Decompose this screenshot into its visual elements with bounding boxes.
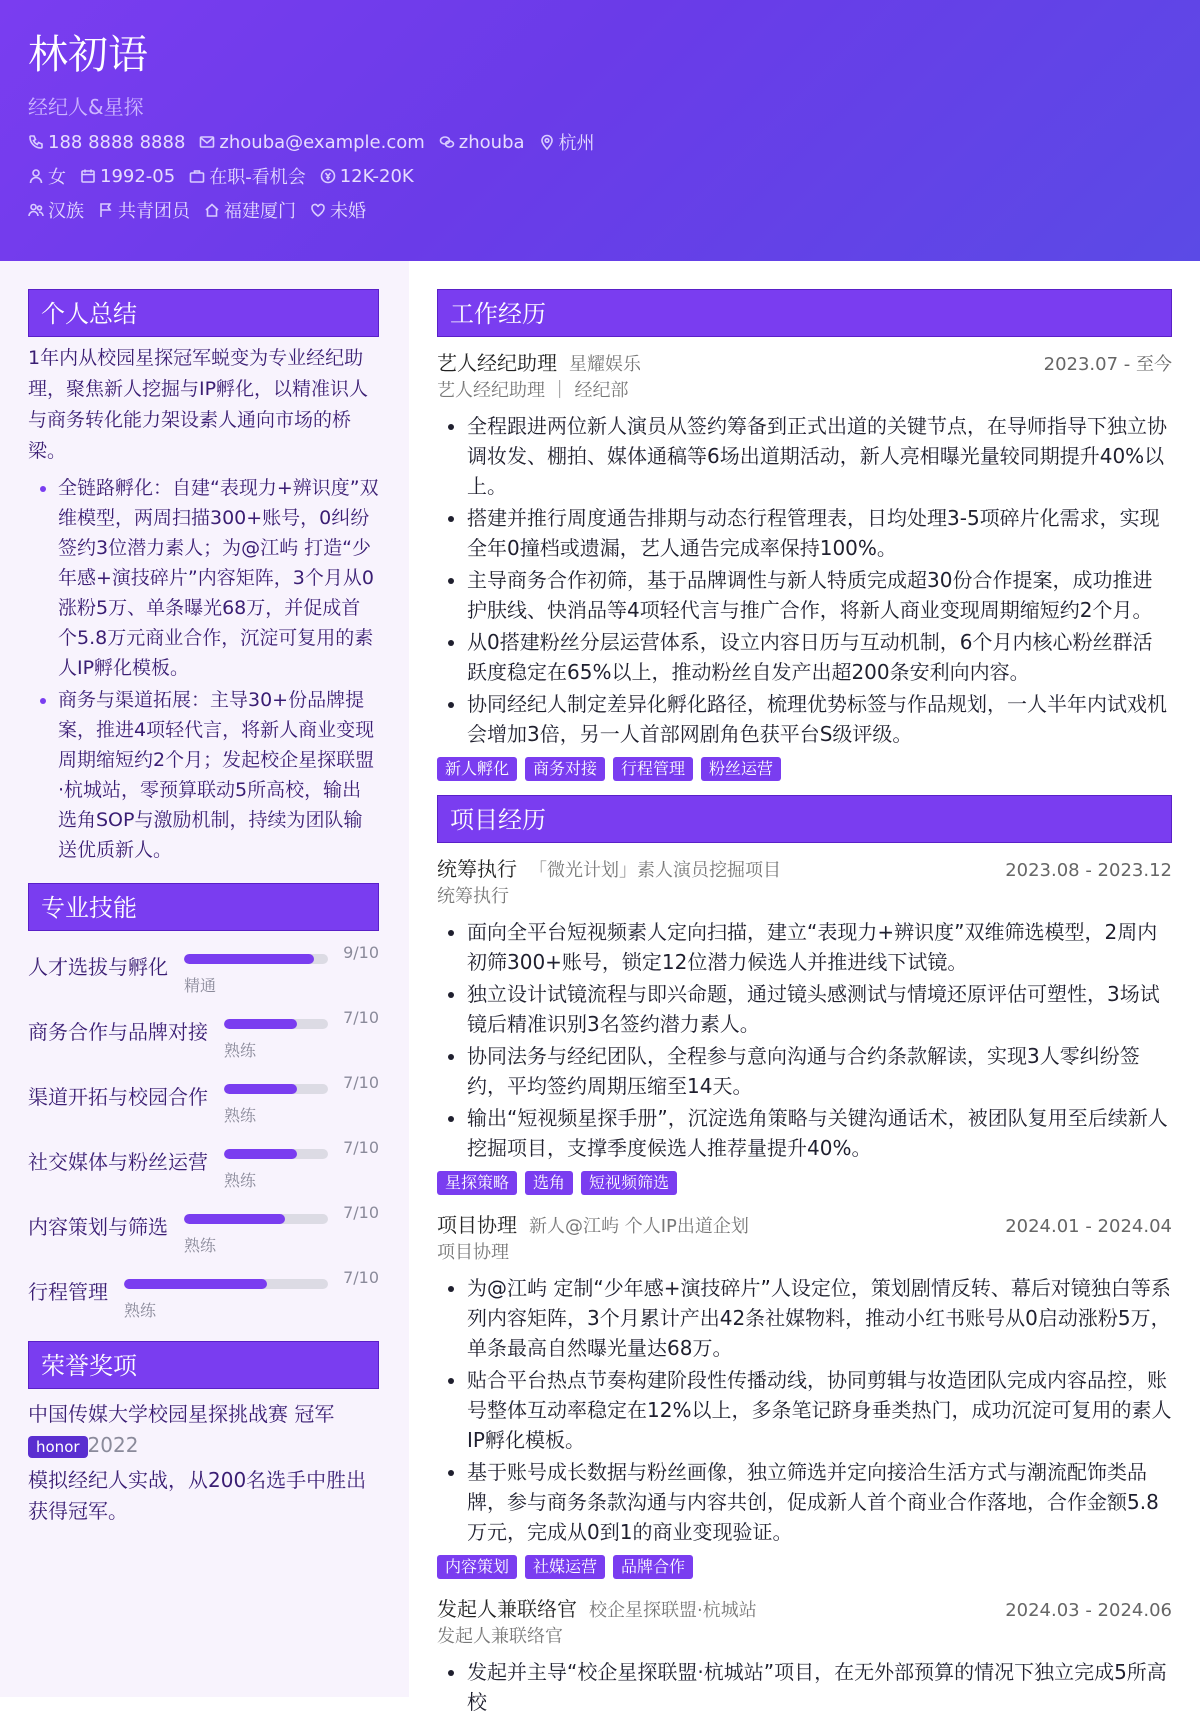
skill-level: 熟练 [184, 1236, 217, 1255]
skill-tag: 商务对接 [525, 757, 605, 781]
honors-list [28, 1399, 379, 1527]
skill-progress-bar [224, 1084, 328, 1094]
skill-level: 熟练 [224, 1171, 257, 1190]
skill-score: 7/10 [343, 1203, 379, 1222]
entry-header [437, 853, 1172, 883]
entry-title-group [437, 347, 641, 376]
entry-subtitle: 发起人兼联络官 [437, 1626, 563, 1647]
honor-name: 中国传媒大学校园星探挑战赛 冠军 [28, 1402, 335, 1426]
skill-tag: 行程管理 [613, 757, 693, 781]
skill-item [28, 1067, 379, 1132]
projects-section-title: 项目经历 [437, 795, 1172, 843]
entry-organization: 星耀娱乐 [569, 354, 641, 375]
skill-score: 7/10 [343, 1138, 379, 1157]
entry-organization: 校企星探联盟·杭城站 [589, 1600, 757, 1621]
entry-bullet: • 输出“短视频星探手册”，沉淀选角策略与关键沟通话术，被团队复用至后续新人挖掘项目，支撑季度候选人推荐量提升40%。 [467, 1103, 1172, 1163]
header-info-item [80, 166, 175, 187]
entry-bullets [437, 411, 1172, 749]
location-icon [539, 134, 555, 150]
header-info-text: 未婚 [330, 201, 366, 222]
header-info-item [28, 163, 66, 189]
skill-tag: 内容策划 [437, 1555, 517, 1579]
skill-name: 内容策划与筛选 [28, 1215, 168, 1239]
entry-bullet: • 独立设计试镜流程与即兴命题，通过镜头感测试与情境还原评估可塑性，3场试镜后精准识别3名签约潜力素人。 [467, 979, 1172, 1039]
summary-bullets [28, 473, 379, 865]
person-icon [28, 168, 44, 184]
entry-bullet: • 搭建并推行周度通告排期与动态行程管理表，日均处理3-5项碎片化需求，实现全年0撞档或遗漏，艺人通告完成率保持100%。 [467, 503, 1172, 563]
skill-score: 9/10 [343, 943, 379, 962]
header-info-text: 女 [48, 167, 66, 188]
header-info-item [28, 132, 185, 153]
entry-title: 发起人兼联络官 [437, 1597, 577, 1621]
header-info-item [310, 197, 366, 223]
skill-item [28, 1262, 379, 1327]
entry-bullets [437, 917, 1172, 1163]
skill-tag: 新人孵化 [437, 757, 517, 781]
entry-title: 项目协理 [437, 1213, 517, 1237]
header-info-text: 杭州 [558, 133, 595, 154]
honor-badge: honor [28, 1436, 88, 1458]
entry-organization: 「微光计划」素人演员挖掘项目 [529, 860, 781, 881]
skill-item [28, 1197, 379, 1262]
skill-progress-fill [224, 1019, 297, 1029]
entry-tags [437, 757, 1172, 781]
phone-icon [28, 134, 44, 150]
entry-bullet: • 从0搭建粉丝分层运营体系，设立内容日历与互动机制，6个月内核心粉丝群活跃度稳定在65%以上，推动粉丝自发产出超200条安利向内容。 [467, 627, 1172, 687]
entry-bullet: • 基于账号成长数据与粉丝画像，独立筛选并定向接洽生活方式与潮流配饰类品牌，参与商务条款沟通与内容共创，促成新人首个商业合作落地，合作金额5.8万元，完成从0到1的商业变现验证。 [467, 1457, 1172, 1547]
entry-header [437, 1593, 1172, 1623]
entry-bullets [437, 1273, 1172, 1547]
entry-bullet: • 发起并主导“校企星探联盟·杭城站”项目，在无外部预算的情况下独立完成5所高校 [467, 1657, 1172, 1717]
skill-score: 7/10 [343, 1073, 379, 1092]
skill-level: 熟练 [224, 1106, 257, 1125]
summary-bullet: • 商务与渠道拓展：主导30+份品牌提案，推进4项轻代言，将新人商业变现周期缩短约2个月；发起校企星探联盟·杭城站，零预算联动5所高校，输出选角SOP与激励机制，持续为团队输送优质新人。 [58, 685, 379, 865]
work-section-title: 工作经历 [437, 289, 1172, 337]
entry-subtitle: 统筹执行 [437, 886, 509, 907]
skill-name: 人才选拔与孵化 [28, 955, 168, 979]
honor-title [28, 1399, 379, 1461]
candidate-role: 经纪人&星探 [28, 95, 144, 119]
header-info-text: zhouba [458, 131, 525, 153]
skill-name: 渠道开拓与校园合作 [28, 1085, 208, 1109]
honor-description: 模拟经纪人实战，从200名选手中胜出获得冠军。 [28, 1468, 367, 1523]
entry-date: 2024.03 - 2024.06 [1005, 1600, 1172, 1621]
header-info-text: 1992-05 [100, 165, 176, 187]
entry-date: 2024.01 - 2024.04 [1005, 1216, 1172, 1237]
skill-item [28, 1132, 379, 1197]
skill-progress-fill [184, 1214, 285, 1224]
mail-icon [199, 134, 215, 150]
entry-bullet: • 全程跟进两位新人演员从签约筹备到正式出道的关键节点，在导师指导下独立协调妆发、棚拍、媒体通稿等6场出道期活动，新人亮相曝光量较同期提升40%以上。 [467, 411, 1172, 501]
header-info-text: 汉族 [48, 201, 84, 222]
skill-item [28, 937, 379, 1002]
header-info-item [320, 166, 414, 187]
skill-progress-fill [124, 1279, 267, 1289]
entry-organization: 新人@江屿 个人IP出道企划 [529, 1216, 749, 1237]
entry-header [437, 1209, 1172, 1239]
calendar-icon [80, 168, 96, 184]
header-info-item [98, 197, 190, 223]
header-info-item [539, 129, 595, 155]
summary-bullet: • 全链路孵化：自建“表现力+辨识度”双维模型，两周扫描300+账号，0纠纷签约3位潜力素人；为@江屿 打造“少年感+演技碎片”内容矩阵，3个月从0涨粉5万、单条曝光68万，并促成首个5.8万元商业合作，沉淀可复用的素人IP孵化模板。 [58, 473, 379, 683]
entry-tags [437, 1171, 1172, 1195]
entry-bullet: • 贴合平台热点节奏构建阶段性传播动线，协同剪辑与妆造团队完成内容品控，账号整体互动率稳定在12%以上，多条笔记跻身垂类热门，成功沉淀可复用的素人IP孵化模板。 [467, 1365, 1172, 1455]
skill-tag: 品牌合作 [613, 1555, 693, 1579]
entry-title: 艺人经纪助理 [437, 351, 557, 375]
skill-score: 7/10 [343, 1008, 379, 1027]
entry-date: 2023.07 - 至今 [1043, 354, 1172, 375]
entry-bullet: • 面向全平台短视频素人定向扫描，建立“表现力+辨识度”双维筛选模型，2周内初筛300+账号，锁定12位潜力候选人并推进线下试镜。 [467, 917, 1172, 977]
skill-progress-fill [224, 1084, 297, 1094]
skill-tag: 粉丝运营 [701, 757, 781, 781]
heart-icon [310, 202, 326, 218]
skill-tag: 社媒运营 [525, 1555, 605, 1579]
skill-progress-bar [224, 1149, 328, 1159]
header-info-text: 福建厦门 [224, 201, 296, 222]
entry-title: 统筹执行 [437, 857, 517, 881]
skill-level: 熟练 [124, 1301, 157, 1320]
skill-progress-bar [184, 954, 328, 964]
summary-text: 1年内从校园星探冠军蜕变为专业经纪助理，聚焦新人挖掘与IP孵化，以精准识人与商务转化能力架设素人通向市场的桥梁。 [28, 347, 369, 462]
entry-bullets [437, 1657, 1172, 1717]
header-info-item [439, 132, 525, 153]
entry-date: 2023.08 - 2023.12 [1005, 860, 1172, 881]
honors-section-title: 荣誉奖项 [28, 1341, 379, 1389]
header-info-item [28, 197, 84, 223]
skill-score: 7/10 [343, 1268, 379, 1287]
entry-bullet: • 协同法务与经纪团队，全程参与意向沟通与合约条款解读，实现3人零纠纷签约，平均签约周期压缩至14天。 [467, 1041, 1172, 1101]
entry-bullet: • 主导商务合作初筛，基于品牌调性与新人特质完成超30份合作提案，成功推进护肤线、快消品等4项轻代言与推广合作，将新人商业变现周期缩短约2个月。 [467, 565, 1172, 625]
skills-section-title: 专业技能 [28, 883, 379, 931]
briefcase-icon [189, 168, 205, 184]
entry-bullet: • 协同经纪人制定差异化孵化路径，梳理优势标签与作品规划，一人半年内试戏机会增加3倍，另一人首部网剧角色获平台S级评级。 [467, 689, 1172, 749]
flag-icon [98, 202, 114, 218]
candidate-name: 林初语 [28, 32, 148, 78]
skill-name: 行程管理 [28, 1280, 108, 1304]
honor-year: 2022 [87, 1433, 139, 1457]
skills-list [28, 937, 379, 1327]
skill-tag: 选角 [525, 1171, 573, 1195]
header-info-text: 共青团员 [118, 201, 190, 222]
entry-tags [437, 1555, 1172, 1579]
skill-tag: 星探策略 [437, 1171, 517, 1195]
skill-tag: 短视频筛选 [581, 1171, 677, 1195]
entry-title-group [437, 1209, 749, 1238]
header-info-text: zhouba@example.com [219, 131, 425, 153]
skill-name: 商务合作与品牌对接 [28, 1020, 208, 1044]
entry-subtitle: 项目协理 [437, 1242, 509, 1263]
work-list [437, 347, 1172, 781]
skill-name: 社交媒体与粉丝运营 [28, 1150, 208, 1174]
skill-level: 熟练 [224, 1041, 257, 1060]
header-info-item [204, 197, 296, 223]
left-column [0, 261, 409, 1697]
personal-info-row [28, 164, 1172, 188]
header-info-item [199, 132, 424, 153]
project-list [437, 853, 1172, 1717]
skill-progress-fill [224, 1149, 297, 1159]
entry-subtitle: 艺人经纪助理 ｜ 经纪部 [437, 380, 629, 401]
entry-header [437, 347, 1172, 377]
wechat-icon [439, 134, 455, 150]
header-info-text: 12K-20K [339, 165, 414, 187]
home-icon [204, 202, 220, 218]
skill-item [28, 1002, 379, 1067]
skill-level: 精通 [184, 976, 217, 995]
header-info-text: 188 8888 8888 [48, 131, 186, 153]
background-row [28, 198, 1172, 222]
header-info-text: 在职-看机会 [209, 167, 306, 188]
entry-title-group [437, 853, 781, 882]
skill-progress-bar [224, 1019, 328, 1029]
contact-row [28, 130, 1172, 154]
skill-progress-bar [184, 1214, 328, 1224]
entry-bullet: • 为@江屿 定制“少年感+演技碎片”人设定位，策划剧情反转、幕后对镜独白等系列内容矩阵，3个月累计产出42条社媒物料，推动小红书账号从0启动涨粉5万，单条最高自然曝光量达68万。 [467, 1273, 1172, 1363]
right-column [409, 261, 1200, 1714]
header-info-item [189, 163, 306, 189]
skill-progress-fill [184, 954, 314, 964]
entry-title-group [437, 1593, 757, 1622]
people-icon [28, 202, 44, 218]
salary-icon [320, 168, 336, 184]
resume-header [0, 0, 1200, 261]
summary-section-title: 个人总结 [28, 289, 379, 337]
skill-progress-bar [124, 1279, 328, 1289]
